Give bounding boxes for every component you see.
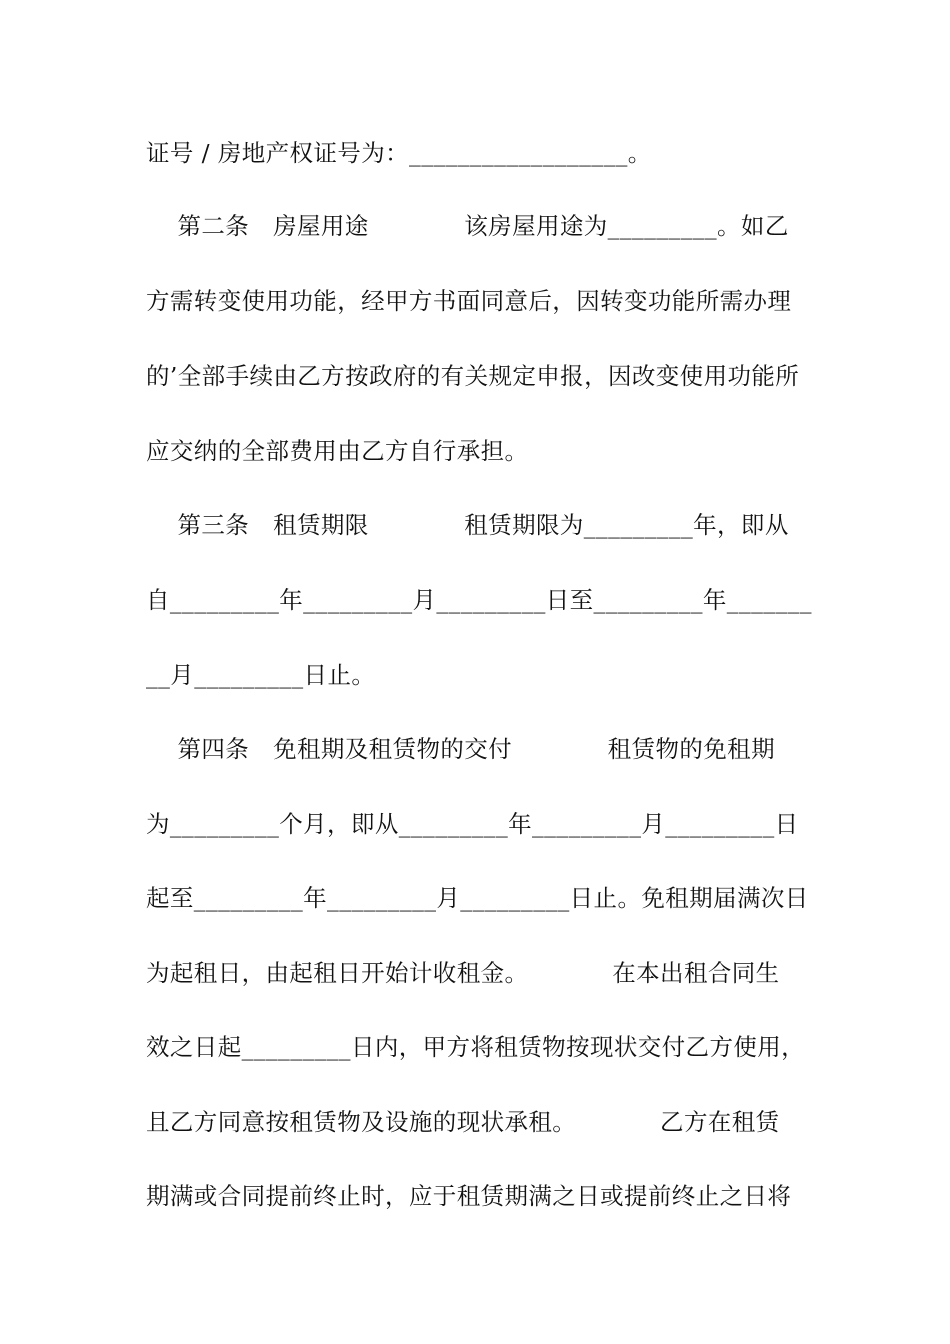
- text-line: 起至_________年_________月_________日止。免租期届满次日: [146, 884, 809, 912]
- text-line: 自_________年_________月_________日至_________年_______: [146, 586, 812, 614]
- text-line: 且乙方同意按租赁物及设施的现状承租。 乙方在租赁: [146, 1108, 780, 1136]
- text-line: __月_________日止。: [146, 661, 376, 689]
- text-line: 证号 / 房地产权证号为：__________________。: [146, 139, 652, 167]
- article-two-heading-line: 第二条 房屋用途 该房屋用途为_________。如乙: [146, 212, 789, 240]
- text-line: 效之日起_________日内，甲方将租赁物按现状交付乙方使用，: [146, 1033, 806, 1061]
- text-line: 的’全部手续由乙方按政府的有关规定申报，因改变使用功能所: [146, 362, 800, 390]
- text-line: 为_________个月，即从_________年_________月_________日: [146, 810, 799, 838]
- text-line: 应交纳的全部费用由乙方自行承担。: [146, 437, 529, 465]
- article-three-heading-line: 第三条 租赁期限 租赁期限为_________年，即从: [146, 511, 789, 539]
- article-four-heading-line: 第四条 免租期及租赁物的交付 租赁物的免租期: [146, 735, 775, 763]
- text-line: 为起租日，由起租日开始计收租金。 在本出租合同生: [146, 959, 780, 987]
- text-line: 期满或合同提前终止时，应于租赁期满之日或提前终止之日将: [146, 1182, 792, 1210]
- text-line: 方需转变使用功能，经甲方书面同意后，因转变功能所需办理: [146, 287, 792, 315]
